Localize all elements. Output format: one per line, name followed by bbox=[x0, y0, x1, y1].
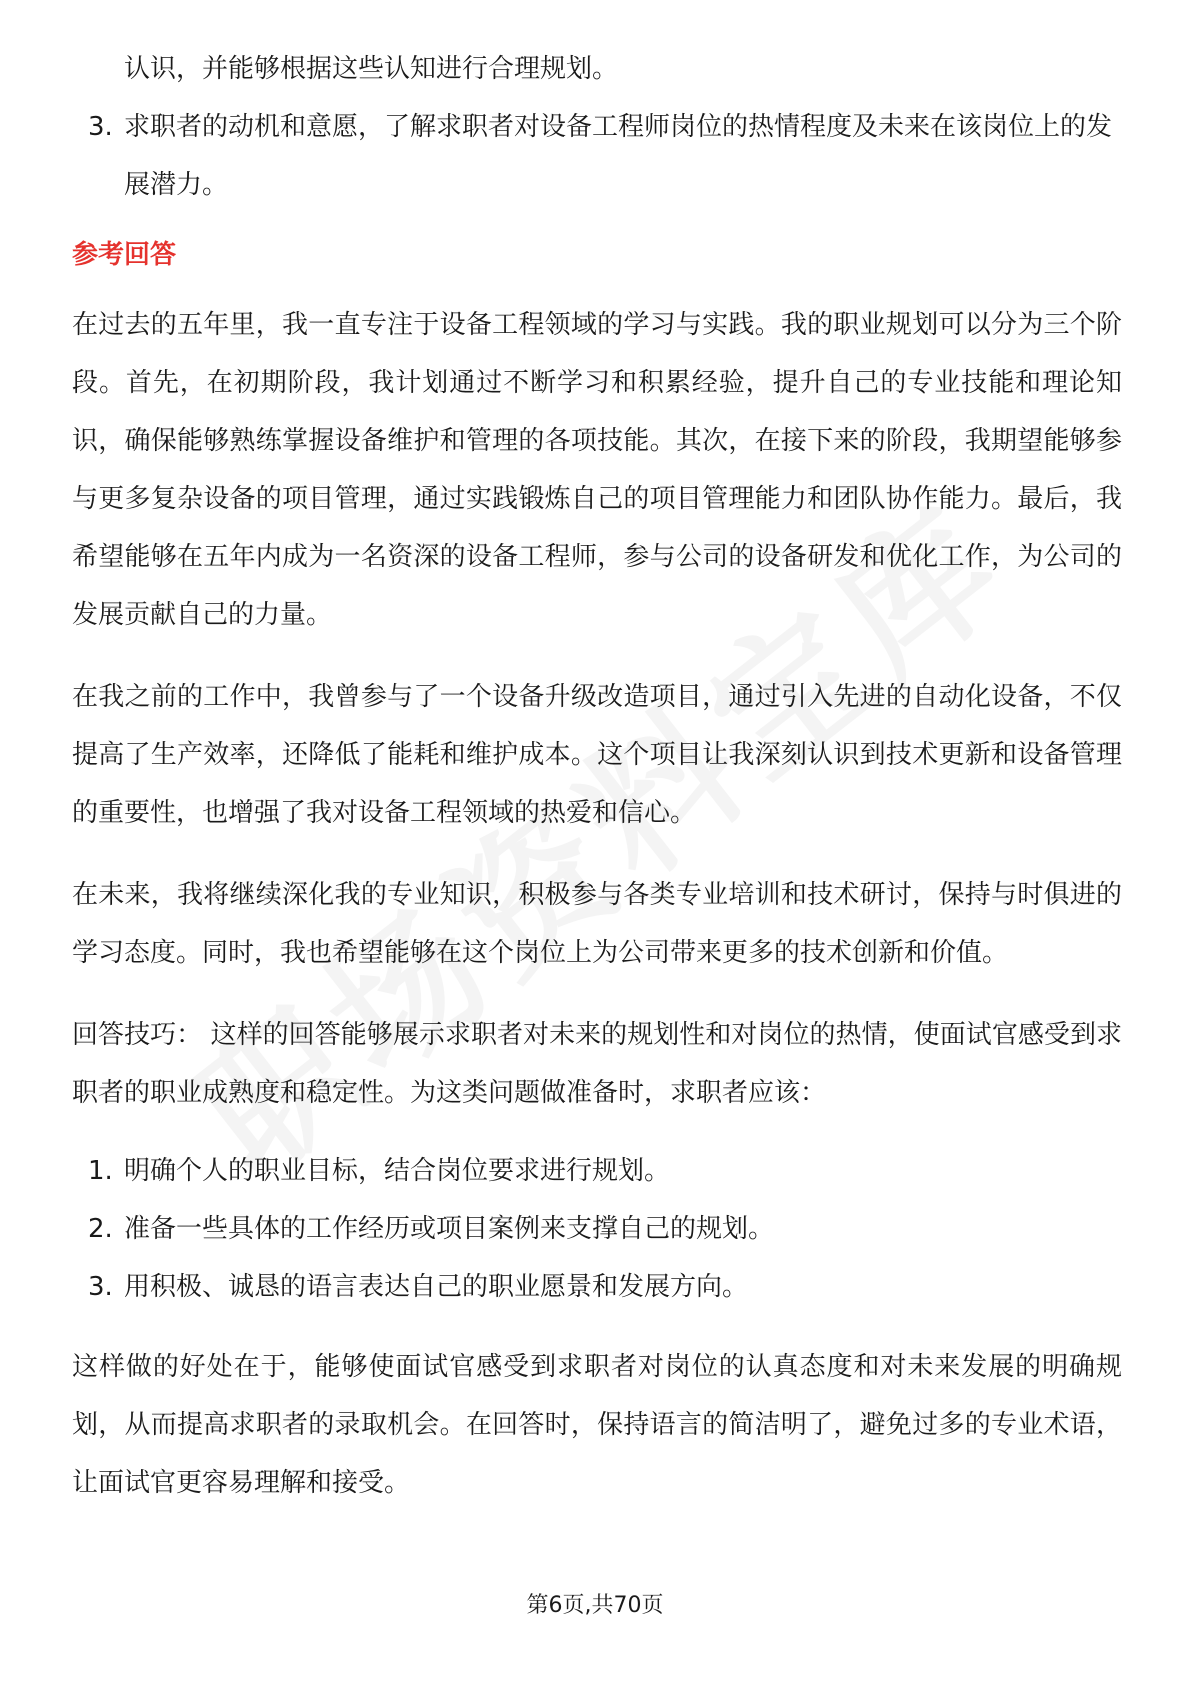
reference-paragraph: 在我之前的工作中，我曾参与了一个设备升级改造项目，通过引入先进的自动化设备，不仅提高了生产效率，还降低了能耗和维护成本。这个项目让我深刻认识到技术更新和设备管理的重要性，也增强了我对设备工程领域的热爱和信心。 bbox=[72, 682, 1122, 828]
tips-conclusion: 这样做的好处在于，能够使面试官感受到求职者对岗位的认真态度和对未来发展的明确规划，从而提高求职者的录取机会。在回答时，保持语言的简洁明了，避免过多的专业术语，让面试官更容易理解和接受。 bbox=[72, 1352, 1122, 1498]
list-number: 2. bbox=[88, 1214, 113, 1244]
list-number: 3. bbox=[88, 112, 113, 142]
list-item bbox=[72, 98, 1122, 214]
section-title-reference: 参考回答 bbox=[72, 240, 177, 270]
tips-intro: 回答技巧： 这样的回答能够展示求职者对未来的规划性和对岗位的热情，使面试官感受到求职者的职业成熟度和稳定性。为这类问题做准备时，求职者应该： bbox=[72, 1020, 1122, 1108]
list-item-text: 明确个人的职业目标，结合岗位要求进行规划。 bbox=[124, 1156, 671, 1186]
list-item bbox=[72, 1142, 1122, 1200]
list-item-text: 用积极、诚恳的语言表达自己的职业愿景和发展方向。 bbox=[124, 1272, 749, 1302]
list-item-continuation: 认识，并能够根据这些认知进行合理规划。 bbox=[124, 54, 619, 84]
list-number: 3. bbox=[88, 1272, 113, 1302]
reference-paragraph: 在未来，我将继续深化我的专业知识，积极参与各类专业培训和技术研讨，保持与时俱进的学习态度。同时，我也希望能够在这个岗位上为公司带来更多的技术创新和价值。 bbox=[72, 880, 1122, 968]
list-item bbox=[72, 1258, 1122, 1316]
page-content bbox=[72, 40, 1122, 1536]
intro-list bbox=[72, 98, 1122, 214]
list-item-text: 准备一些具体的工作经历或项目案例来支撑自己的规划。 bbox=[124, 1214, 775, 1244]
list-item-text: 求职者的动机和意愿，了解求职者对设备工程师岗位的热情程度及未来在该岗位上的发展潜力。 bbox=[124, 112, 1113, 200]
list-number: 1. bbox=[88, 1156, 113, 1186]
reference-paragraph: 在过去的五年里，我一直专注于设备工程领域的学习与实践。我的职业规划可以分为三个阶段。首先，在初期阶段，我计划通过不断学习和积累经验，提升自己的专业技能和理论知识，确保能够熟练掌握设备维护和管理的各项技能。其次，在接下来的阶段，我期望能够参与更多复杂设备的项目管理，通过实践锻炼自己的项目管理能力和团队协作能力。最后，我希望能够在五年内成为一名资深的设备工程师，参与公司的设备研发和优化工作，为公司的发展贡献自己的力量。 bbox=[72, 310, 1122, 630]
tips-list bbox=[72, 1142, 1122, 1316]
page-indicator: 第6页,共70页 bbox=[526, 1593, 664, 1618]
list-item bbox=[72, 1200, 1122, 1258]
